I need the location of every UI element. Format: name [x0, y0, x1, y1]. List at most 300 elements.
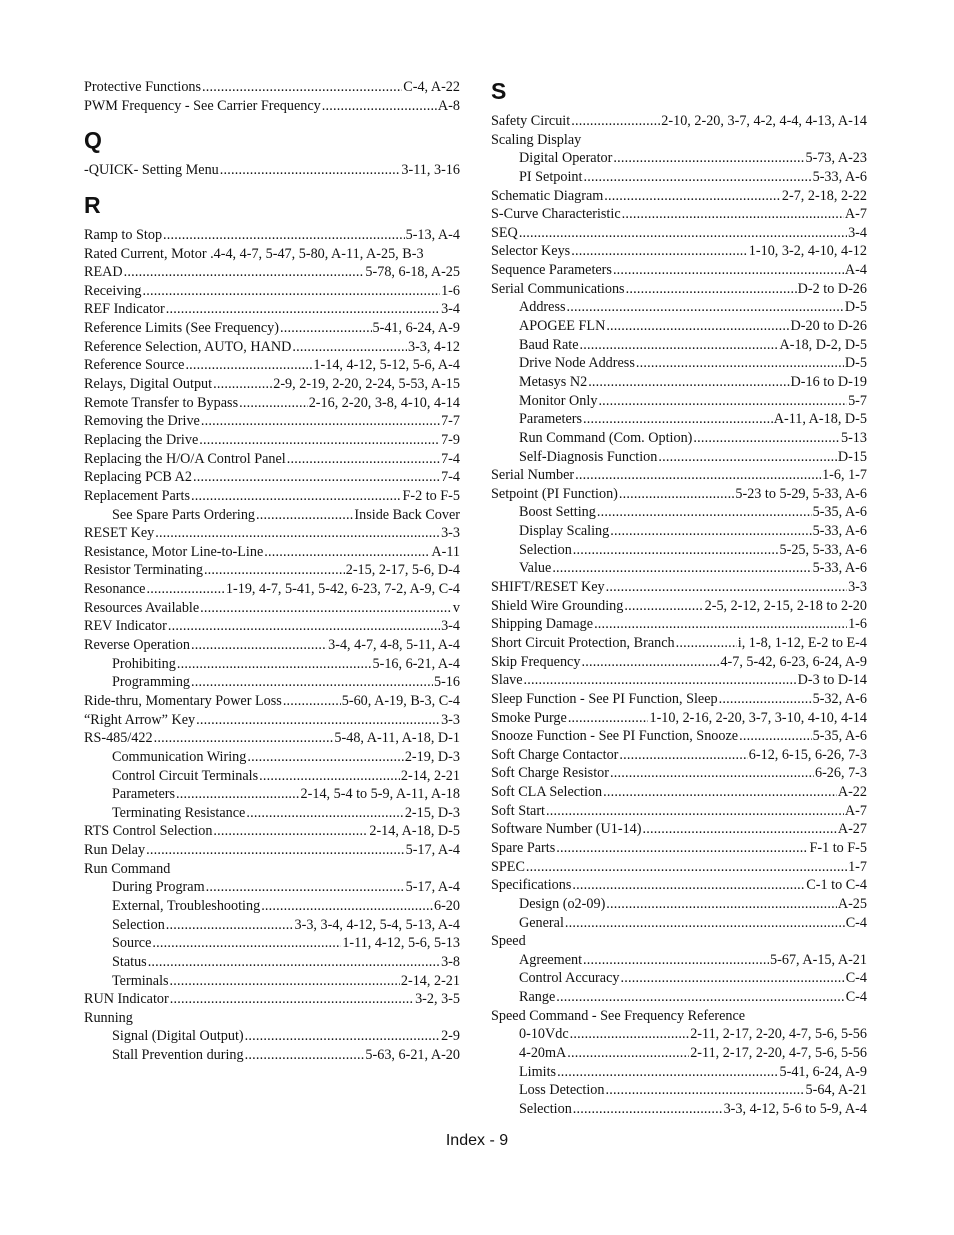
page-reference: C-4: [845, 914, 867, 931]
page-reference: 5-67, A-15, A-21: [770, 951, 867, 968]
index-entry: [491, 690, 867, 709]
leader-dots: [292, 338, 407, 357]
index-term: REV Indicator: [84, 618, 167, 635]
index-term: REF Indicator: [84, 301, 165, 318]
index-term: Removing the Drive: [84, 413, 200, 430]
leader-dots: [588, 373, 789, 392]
index-entry: [84, 561, 460, 580]
page-reference: 5-64, A-21: [805, 1082, 867, 1099]
index-term: Speed Command - See Frequency Reference: [491, 1007, 746, 1024]
leader-dots: [606, 895, 837, 914]
index-term: Value: [519, 560, 552, 577]
index-entry: [84, 375, 460, 394]
index-entry: [84, 990, 460, 1009]
index-entry: [84, 282, 460, 301]
index-subentry: [491, 1063, 867, 1082]
index-term: Serial Communications: [491, 280, 625, 297]
page-reference: 1-6: [441, 282, 460, 299]
leader-dots: [246, 804, 403, 823]
page-reference: 1-10, 3-2, 4-10, 4-12: [748, 243, 867, 260]
leader-dots: [643, 820, 837, 839]
page-reference: D-3 to D-14: [797, 672, 867, 689]
index-term: Smoke Purge: [491, 709, 567, 726]
index-entry: [84, 729, 460, 748]
index-term: Range: [519, 989, 556, 1006]
page-reference: 5-33, A-6: [812, 560, 867, 577]
index-term: Safety Circuit: [491, 113, 571, 129]
section-letter: R: [84, 191, 101, 218]
index-entry: [84, 356, 460, 375]
page-reference: 5-48, A-11, A-18, D-1: [334, 730, 460, 747]
leader-dots: [619, 746, 747, 765]
index-term: READ: [84, 264, 123, 281]
leader-dots: [603, 783, 837, 802]
leader-dots: [239, 394, 308, 413]
leader-dots: [573, 541, 779, 560]
leader-dots: [624, 597, 703, 616]
index-subentry: [491, 895, 867, 914]
page-reference: 1-11, 4-12, 5-6, 5-13: [342, 935, 460, 952]
leader-dots: [220, 161, 401, 180]
index-term: RESET Key: [84, 525, 155, 542]
index-term: Soft Charge Resistor: [491, 765, 609, 782]
index-subentry: [84, 934, 460, 953]
index-term: Metasys N2: [519, 373, 588, 390]
index-term: Selector Keys: [491, 243, 571, 260]
page-reference: A-27: [837, 821, 867, 838]
leader-dots: [283, 692, 341, 711]
page-reference: 7-4: [441, 469, 460, 486]
index-term: Short Circuit Protection, Branch: [491, 634, 675, 651]
index-term: RUN Indicator: [84, 991, 169, 1008]
leader-dots: [526, 858, 847, 877]
leader-dots: [606, 578, 847, 597]
leader-dots: [201, 412, 440, 431]
leader-dots: [166, 916, 294, 935]
leader-dots: [719, 690, 812, 709]
leader-dots: [185, 356, 312, 375]
index-entry: [491, 597, 867, 616]
index-entry: [491, 746, 867, 765]
page-reference: D-2 to D-26: [797, 280, 867, 297]
index-entry: [491, 709, 867, 728]
index-subentry: [491, 392, 867, 411]
index-term: Run Command (Com. Option): [519, 429, 693, 446]
index-entry: [84, 599, 460, 618]
page-reference: Inside Back Cover: [354, 506, 460, 523]
leader-dots: [155, 524, 440, 543]
page-reference: 1-6, 1-7: [822, 467, 867, 484]
page-reference: 7-7: [441, 413, 460, 430]
page-reference: 1-10, 2-16, 2-20, 3-7, 3-10, 4-10, 4-14: [649, 709, 867, 726]
page-reference: 3-3, 4-12, 5-6 to 5-9, A-4: [723, 1100, 867, 1117]
page-reference: 5-33, A-6: [812, 523, 867, 540]
index-term: Running: [84, 1009, 133, 1026]
index-term: General: [519, 914, 564, 931]
leader-dots: [196, 711, 440, 730]
page-reference: A-11: [431, 543, 460, 560]
index-subentry: [491, 1044, 867, 1063]
index-term: Selection: [519, 1100, 572, 1117]
index-entry: [84, 617, 460, 636]
index-entry: [491, 727, 867, 746]
index-term: “Right Arrow” Key: [84, 711, 196, 728]
leader-dots: [527, 932, 866, 951]
leader-dots: [567, 1044, 689, 1063]
page-reference: F-2 to F-5: [402, 487, 460, 504]
leader-dots: [676, 634, 737, 653]
index-entry: [491, 876, 867, 895]
index-subentry: [491, 559, 867, 578]
index-term: Reference Selection, AUTO, HAND: [84, 338, 292, 355]
index-entry: [84, 1009, 460, 1028]
index-term: Serial Number: [491, 467, 575, 484]
leader-dots: [636, 354, 844, 373]
page-reference: 3-3: [441, 711, 460, 728]
index-subentry: [491, 503, 867, 522]
page-reference: 6-26, 7-3: [814, 765, 867, 782]
page-reference: 2-19, D-3: [404, 748, 460, 765]
section-letter: S: [491, 78, 507, 104]
index-entry: [491, 242, 867, 261]
index-entry: [84, 524, 460, 543]
page-reference: A-22: [837, 784, 867, 801]
leader-dots: [202, 78, 402, 97]
index-term: Shipping Damage: [491, 616, 594, 633]
page-reference: 2-14, 2-21: [400, 972, 460, 989]
index-subentry: [84, 655, 460, 674]
index-subentry: [84, 785, 460, 804]
leader-dots: [191, 673, 433, 692]
page-reference: 1-7: [848, 858, 867, 875]
index-entry: [84, 226, 460, 245]
index-term: Signal (Digital Output): [112, 1028, 244, 1045]
leader-dots: [264, 543, 430, 562]
index-subentry: [84, 953, 460, 972]
page-reference: 3-11, 3-16: [401, 162, 460, 179]
index-term: Terminals: [112, 972, 169, 989]
index-term: Setpoint (PI Function): [491, 485, 618, 502]
index-subentry: [491, 988, 867, 1007]
leader-dots: [170, 972, 400, 991]
leader-dots: [567, 298, 844, 317]
page-reference: 2-11, 2-17, 2-20, 4-7, 5-6, 5-56: [690, 1026, 867, 1043]
leader-dots: [620, 969, 844, 988]
page-reference: 5-17, A-4: [405, 879, 460, 896]
index-entry: [491, 764, 867, 783]
page-reference: 5-32, A-6: [812, 690, 867, 707]
leader-dots: [580, 336, 779, 355]
leader-dots: [200, 599, 452, 618]
leader-dots: [565, 914, 845, 933]
leader-dots: [245, 1046, 365, 1065]
index-term: Control Circuit Terminals: [112, 767, 259, 784]
index-term: Protective Functions: [84, 79, 202, 95]
page-reference: 5-13, A-4: [405, 226, 460, 243]
leader-dots: [613, 261, 844, 280]
index-term: Parameters: [519, 411, 583, 428]
index-term: SHIFT/RESET Key: [491, 579, 605, 596]
index-entry: [84, 636, 460, 655]
index-subentry: [84, 878, 460, 897]
index-term: Replacing the H/O/A Control Panel: [84, 450, 286, 467]
leader-dots: [425, 245, 459, 264]
index-term: Resonance: [84, 581, 146, 598]
index-term: Reference Limits (See Frequency): [84, 320, 279, 337]
index-subentry: [84, 748, 460, 767]
index-entry: [491, 205, 867, 224]
index-subentry: [84, 1027, 460, 1046]
index-term: Soft CLA Selection: [491, 784, 603, 801]
index-term: RTS Control Selection: [84, 823, 213, 840]
index-term: Relays, Digital Output: [84, 376, 213, 393]
index-term: Speed: [491, 933, 526, 950]
index-entry: [491, 671, 867, 690]
index-entry: [491, 783, 867, 802]
index-term: Shield Wire Grounding: [491, 597, 624, 614]
leader-dots: [604, 187, 781, 206]
page-reference: 3-8: [441, 953, 460, 970]
index-entry: [84, 245, 460, 264]
index-subentry: [491, 448, 867, 467]
leader-dots: [552, 559, 811, 578]
index-entry: [84, 822, 460, 841]
leader-dots: [154, 729, 334, 748]
leader-dots: [166, 300, 440, 319]
leader-dots: [693, 429, 840, 448]
index-term: Replacing the Drive: [84, 431, 199, 448]
index-term: Specifications: [491, 877, 572, 894]
index-column-left: [84, 78, 460, 1065]
index-term: Status: [112, 953, 147, 970]
index-term: Receiving: [84, 282, 142, 299]
page-reference: 5-16, 6-21, A-4: [372, 655, 460, 672]
index-term: Replacing PCB A2: [84, 469, 192, 486]
leader-dots: [556, 839, 808, 858]
index-entry: [84, 263, 460, 282]
index-subentry: [84, 897, 460, 916]
index-entry: [491, 187, 867, 206]
index-term: Replacement Parts: [84, 487, 190, 504]
index-term: -QUICK- Setting Menu: [84, 162, 219, 179]
leader-dots: [571, 112, 660, 131]
leader-dots: [170, 990, 414, 1009]
index-entry: [84, 78, 460, 97]
index-subentry: [84, 1046, 460, 1065]
index-subentry: [491, 951, 867, 970]
leader-dots: [568, 709, 649, 728]
page-reference: C-4, A-22: [403, 79, 460, 95]
index-term: Agreement: [519, 951, 583, 968]
leader-dots: [606, 317, 789, 336]
leader-dots: [610, 522, 811, 541]
page-reference: 5-41, 6-24, A-9: [372, 320, 460, 337]
index-entry: [491, 634, 867, 653]
index-entry: [491, 578, 867, 597]
index-subentry: [491, 522, 867, 541]
leader-dots: [583, 168, 811, 187]
leader-dots: [572, 876, 805, 895]
index-subentry: [84, 804, 460, 823]
leader-dots: [573, 1100, 723, 1119]
index-term: APOGEE FLN: [519, 318, 606, 335]
index-term: RS-485/422: [84, 730, 153, 747]
page-reference: D-20 to D-26: [790, 318, 867, 335]
page-reference: 2-5, 2-12, 2-15, 2-18 to 2-20: [704, 597, 867, 614]
index-term: Loss Detection: [519, 1082, 605, 1099]
index-entry: [84, 711, 460, 730]
page-reference: 5-60, A-19, B-3, C-4: [341, 692, 460, 709]
page-reference: 6-12, 6-15, 6-26, 7-3: [748, 746, 867, 763]
leader-dots: [583, 410, 773, 429]
leader-dots: [245, 1027, 440, 1046]
index-term: Control Accuracy: [519, 970, 620, 987]
page-reference: 6-20: [433, 897, 460, 914]
index-entry: [491, 653, 867, 672]
index-subentry: [491, 317, 867, 336]
page-reference: 7-4: [441, 450, 460, 467]
leader-dots: [658, 448, 837, 467]
index-term: Stall Prevention during: [112, 1047, 244, 1064]
page-reference: 3-4, 4-7, 4-8, 5-11, A-4: [328, 637, 460, 654]
leader-dots: [582, 131, 866, 150]
index-term: S-Curve Characteristic: [491, 206, 621, 223]
index-term: Scaling Display: [491, 131, 582, 148]
leader-dots: [146, 841, 405, 860]
page-reference: 5-35, A-6: [812, 728, 867, 745]
index-term: SEQ: [491, 224, 518, 241]
leader-dots: [124, 263, 365, 282]
index-subentry: [491, 354, 867, 373]
index-entry: [84, 412, 460, 431]
index-term: See Spare Parts Ordering: [112, 506, 256, 523]
page-reference: A-4: [844, 262, 867, 279]
index-subentry: [491, 969, 867, 988]
leader-dots: [204, 561, 345, 580]
index-entry: [491, 820, 867, 839]
page-reference: D-5: [844, 355, 867, 372]
index-subentry: [491, 914, 867, 933]
page-reference: D-5: [844, 299, 867, 316]
page-reference: A-18, D-2, D-5: [779, 336, 867, 353]
index-subentry: [84, 916, 460, 935]
leader-dots: [171, 860, 459, 879]
index-term: Run Delay: [84, 842, 146, 859]
index-entry: [84, 860, 460, 879]
page-reference: A-7: [844, 206, 867, 223]
index-column-right: [491, 78, 867, 1119]
page-reference: D-15: [837, 448, 867, 465]
index-entry: [84, 338, 460, 357]
page-reference: 2-10, 2-20, 3-7, 4-2, 4-4, 4-13, A-14: [661, 113, 867, 129]
index-term: PWM Frequency - See Carrier Frequency: [84, 97, 321, 114]
leader-dots: [213, 375, 272, 394]
index-entry: [491, 932, 867, 951]
index-subentry: [84, 767, 460, 786]
index-entry: [491, 615, 867, 634]
index-subentry: [491, 336, 867, 355]
leader-dots: [213, 822, 368, 841]
index-entry: [84, 580, 460, 599]
index-term: Parameters: [112, 786, 176, 803]
page-reference: 2-7, 2-18, 2-22: [781, 187, 867, 204]
leader-dots: [557, 1063, 778, 1082]
index-entry: [84, 97, 460, 116]
leader-dots: [256, 506, 353, 525]
page-reference: 2-14, 2-21: [400, 767, 460, 784]
index-term: Ride-thru, Momentary Power Loss: [84, 692, 282, 709]
index-term: Soft Charge Contactor: [491, 746, 619, 763]
leader-dots: [598, 392, 847, 411]
page-reference: 7-9: [441, 431, 460, 448]
page-reference: 5-78, 6-18, A-25: [365, 264, 460, 281]
page-reference: 5-33, A-6: [812, 168, 867, 185]
index-term: Selection: [112, 916, 165, 933]
index-entry: [491, 1007, 867, 1026]
leader-dots: [152, 934, 341, 953]
page-reference: 5-7: [848, 392, 867, 409]
index-entry: [84, 394, 460, 413]
page-reference: 1-19, 4-7, 5-41, 5-42, 6-23, 7-2, A-9, C-4: [225, 581, 460, 598]
index-entry: [491, 858, 867, 877]
leader-dots: [134, 1009, 459, 1028]
leader-dots: [193, 468, 440, 487]
index-subentry: [491, 373, 867, 392]
page-reference: F-1 to F-5: [809, 839, 867, 856]
leader-dots: [597, 503, 812, 522]
index-entry: [491, 280, 867, 299]
page-reference: C-4: [845, 989, 867, 1006]
index-term: Remote Transfer to Bypass: [84, 394, 239, 411]
page-reference: 3-2, 3-5: [415, 991, 460, 1008]
index-entry: [84, 319, 460, 338]
leader-dots: [613, 149, 804, 168]
index-term: Display Scaling: [519, 523, 610, 540]
leader-dots: [581, 653, 719, 672]
index-subentry: [491, 541, 867, 560]
page-reference: 2-15, D-3: [404, 804, 460, 821]
leader-dots: [287, 450, 440, 469]
leader-dots: [259, 767, 400, 786]
page-reference: 5-25, 5-33, A-6: [779, 541, 867, 558]
leader-dots: [546, 802, 844, 821]
page-reference: 5-73, A-23: [805, 150, 867, 167]
leader-dots: [570, 1025, 690, 1044]
leader-dots: [148, 953, 440, 972]
index-subentry: [84, 506, 460, 525]
index-term: Spare Parts: [491, 839, 556, 856]
leader-dots: [610, 764, 814, 783]
leader-dots: [622, 205, 844, 224]
index-entry: [84, 487, 460, 506]
index-term: Monitor Only: [519, 392, 598, 409]
index-subentry: [84, 673, 460, 692]
page-reference: 2-9, 2-19, 2-20, 2-24, 5-53, A-15: [273, 376, 460, 393]
leader-dots: [176, 785, 300, 804]
index-term: During Program: [112, 879, 205, 896]
index-entry: [491, 131, 867, 150]
leader-dots: [619, 485, 734, 504]
index-term: Baud Rate: [519, 336, 579, 353]
index-term: Limits: [519, 1063, 557, 1080]
page-reference: 2-15, 2-17, 5-6, D-4: [345, 562, 460, 579]
index-term: External, Troubleshooting: [112, 897, 261, 914]
index-term: PI Setpoint: [519, 168, 583, 185]
leader-dots: [177, 655, 372, 674]
index-term: Terminating Resistance: [112, 804, 246, 821]
page-reference: 1-14, 4-12, 5-12, 5-6, A-4: [313, 357, 460, 374]
leader-dots: [556, 988, 844, 1007]
